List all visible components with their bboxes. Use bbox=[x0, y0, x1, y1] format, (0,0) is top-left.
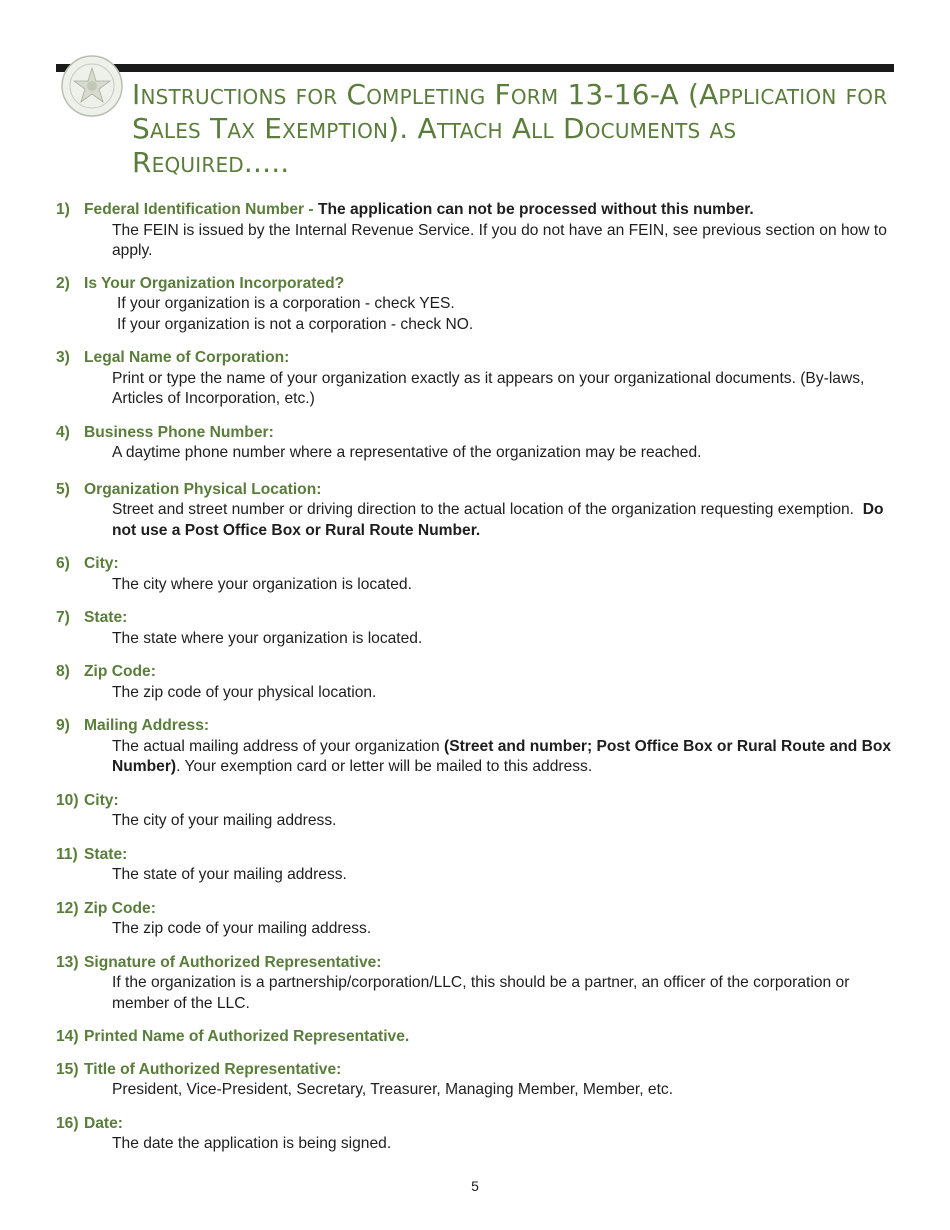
page-number: 5 bbox=[471, 1178, 479, 1194]
instruction-item bbox=[56, 423, 896, 464]
item-number: 6) bbox=[56, 555, 70, 572]
item-label: Title of Authorized Representative: bbox=[84, 1060, 342, 1078]
item-line: If your organization is not a corporation - check NO. bbox=[117, 315, 474, 333]
item-number: 7) bbox=[56, 609, 70, 626]
item-number: 11) bbox=[56, 845, 78, 863]
item-label: City: bbox=[84, 555, 119, 572]
item-body: The state where your organization is located. bbox=[112, 629, 423, 647]
item-heading bbox=[56, 716, 896, 737]
item-body: The state of your mailing address. bbox=[112, 866, 347, 883]
instruction-item bbox=[56, 480, 896, 542]
item-number: 14) bbox=[56, 1028, 79, 1045]
instruction-item bbox=[56, 1114, 896, 1155]
item-body: The date the application is being signed. bbox=[112, 1135, 392, 1152]
item-label: Zip Code: bbox=[84, 663, 156, 680]
item-heading bbox=[56, 1114, 896, 1135]
item-label: Business Phone Number: bbox=[84, 423, 274, 441]
item-note: The application can not be processed without this number. bbox=[317, 201, 754, 218]
item-heading bbox=[56, 1060, 896, 1081]
item-body: Print or type the name of your organization exactly as it appears on your organizational documents. (By-laws, Articles of Incorporation, etc.) bbox=[112, 369, 865, 407]
item-number: 16) bbox=[56, 1114, 79, 1132]
item-body: The city of your mailing address. bbox=[112, 812, 337, 829]
item-heading bbox=[56, 1027, 896, 1048]
instruction-item bbox=[56, 348, 896, 410]
item-body bbox=[112, 500, 896, 541]
instruction-item bbox=[56, 791, 896, 832]
item-label: City: bbox=[84, 791, 119, 809]
instruction-item bbox=[56, 1027, 896, 1048]
item-body: A daytime phone number where a representative of the organization may be reached. bbox=[112, 444, 702, 461]
item-number: 5) bbox=[56, 480, 70, 498]
instruction-item bbox=[56, 716, 896, 778]
item-heading bbox=[56, 554, 896, 575]
item-label: Organization Physical Location: bbox=[84, 480, 322, 498]
item-number: 4) bbox=[56, 423, 70, 441]
item-text: The actual mailing address of your organization bbox=[112, 737, 440, 755]
item-label: Federal Identification Number - bbox=[84, 201, 318, 218]
state-seal-icon bbox=[60, 54, 124, 118]
item-text: Street and street number or driving direction to the actual location of the organization requesting exemption. bbox=[112, 501, 855, 518]
instruction-item bbox=[56, 274, 896, 336]
item-text-tail: . Your exemption card or letter will be mailed to this address. bbox=[176, 758, 593, 775]
instruction-item bbox=[56, 953, 896, 1015]
instruction-item bbox=[56, 200, 896, 262]
item-heading bbox=[56, 480, 896, 501]
instruction-item bbox=[56, 608, 896, 649]
item-label: Mailing Address: bbox=[84, 717, 210, 734]
item-body: If the organization is a partnership/corporation/LLC, this should be a partner, an officer of the corporation or member of the LLC. bbox=[112, 974, 850, 1012]
item-number: 2) bbox=[56, 274, 70, 292]
page-title: Instructions for Completing Form 13-16-A (Application for Sales Tax Exemption). Attach All Documents as Required..... bbox=[132, 78, 888, 179]
item-body: The zip code of your mailing address. bbox=[112, 920, 372, 937]
item-number: 10) bbox=[56, 791, 79, 809]
item-body: President, Vice-President, Secretary, Treasurer, Managing Member, Member, etc. bbox=[112, 1081, 674, 1098]
item-label: Signature of Authorized Representative: bbox=[84, 953, 382, 971]
item-heading bbox=[56, 662, 896, 683]
item-number: 1) bbox=[56, 201, 70, 218]
item-label: Date: bbox=[84, 1114, 123, 1132]
item-heading bbox=[56, 791, 896, 812]
item-emphasis: (Street and number; Post Office Box or Rural Route and Box Number) bbox=[112, 737, 892, 775]
item-label: State: bbox=[84, 845, 128, 863]
item-heading bbox=[56, 953, 896, 974]
item-label: Printed Name of Authorized Representative. bbox=[84, 1028, 410, 1045]
instruction-item bbox=[56, 662, 896, 703]
item-body bbox=[112, 737, 896, 778]
item-heading bbox=[56, 845, 896, 866]
item-heading bbox=[56, 608, 896, 629]
header-rule bbox=[56, 64, 894, 72]
item-heading bbox=[56, 274, 896, 295]
instruction-item bbox=[56, 899, 896, 940]
item-heading bbox=[56, 200, 896, 221]
instruction-item bbox=[56, 554, 896, 595]
item-emphasis: Do not use a Post Office Box or Rural Route Number. bbox=[112, 501, 884, 539]
item-number: 8) bbox=[56, 663, 70, 680]
item-body: The city where your organization is located. bbox=[112, 575, 412, 593]
item-number: 12) bbox=[56, 899, 79, 917]
item-number: 3) bbox=[56, 349, 70, 366]
instruction-list bbox=[56, 200, 896, 1155]
item-label: Is Your Organization Incorporated? bbox=[84, 274, 345, 292]
item-number: 13) bbox=[56, 953, 79, 971]
item-heading bbox=[56, 348, 896, 369]
item-heading bbox=[56, 423, 896, 444]
item-label: Zip Code: bbox=[84, 899, 156, 917]
item-number: 9) bbox=[56, 717, 70, 734]
item-heading bbox=[56, 899, 896, 920]
item-line: If your organization is a corporation - check YES. bbox=[117, 295, 455, 312]
item-label: State: bbox=[84, 609, 128, 626]
instruction-item bbox=[56, 1060, 896, 1101]
item-body: The zip code of your physical location. bbox=[112, 683, 377, 701]
item-body bbox=[112, 294, 896, 335]
item-number: 15) bbox=[56, 1060, 79, 1078]
item-body: The FEIN is issued by the Internal Revenue Service. If you do not have an FEIN, see previous section on how to apply. bbox=[112, 221, 887, 259]
item-label: Legal Name of Corporation: bbox=[84, 349, 290, 366]
instruction-item bbox=[56, 845, 896, 886]
